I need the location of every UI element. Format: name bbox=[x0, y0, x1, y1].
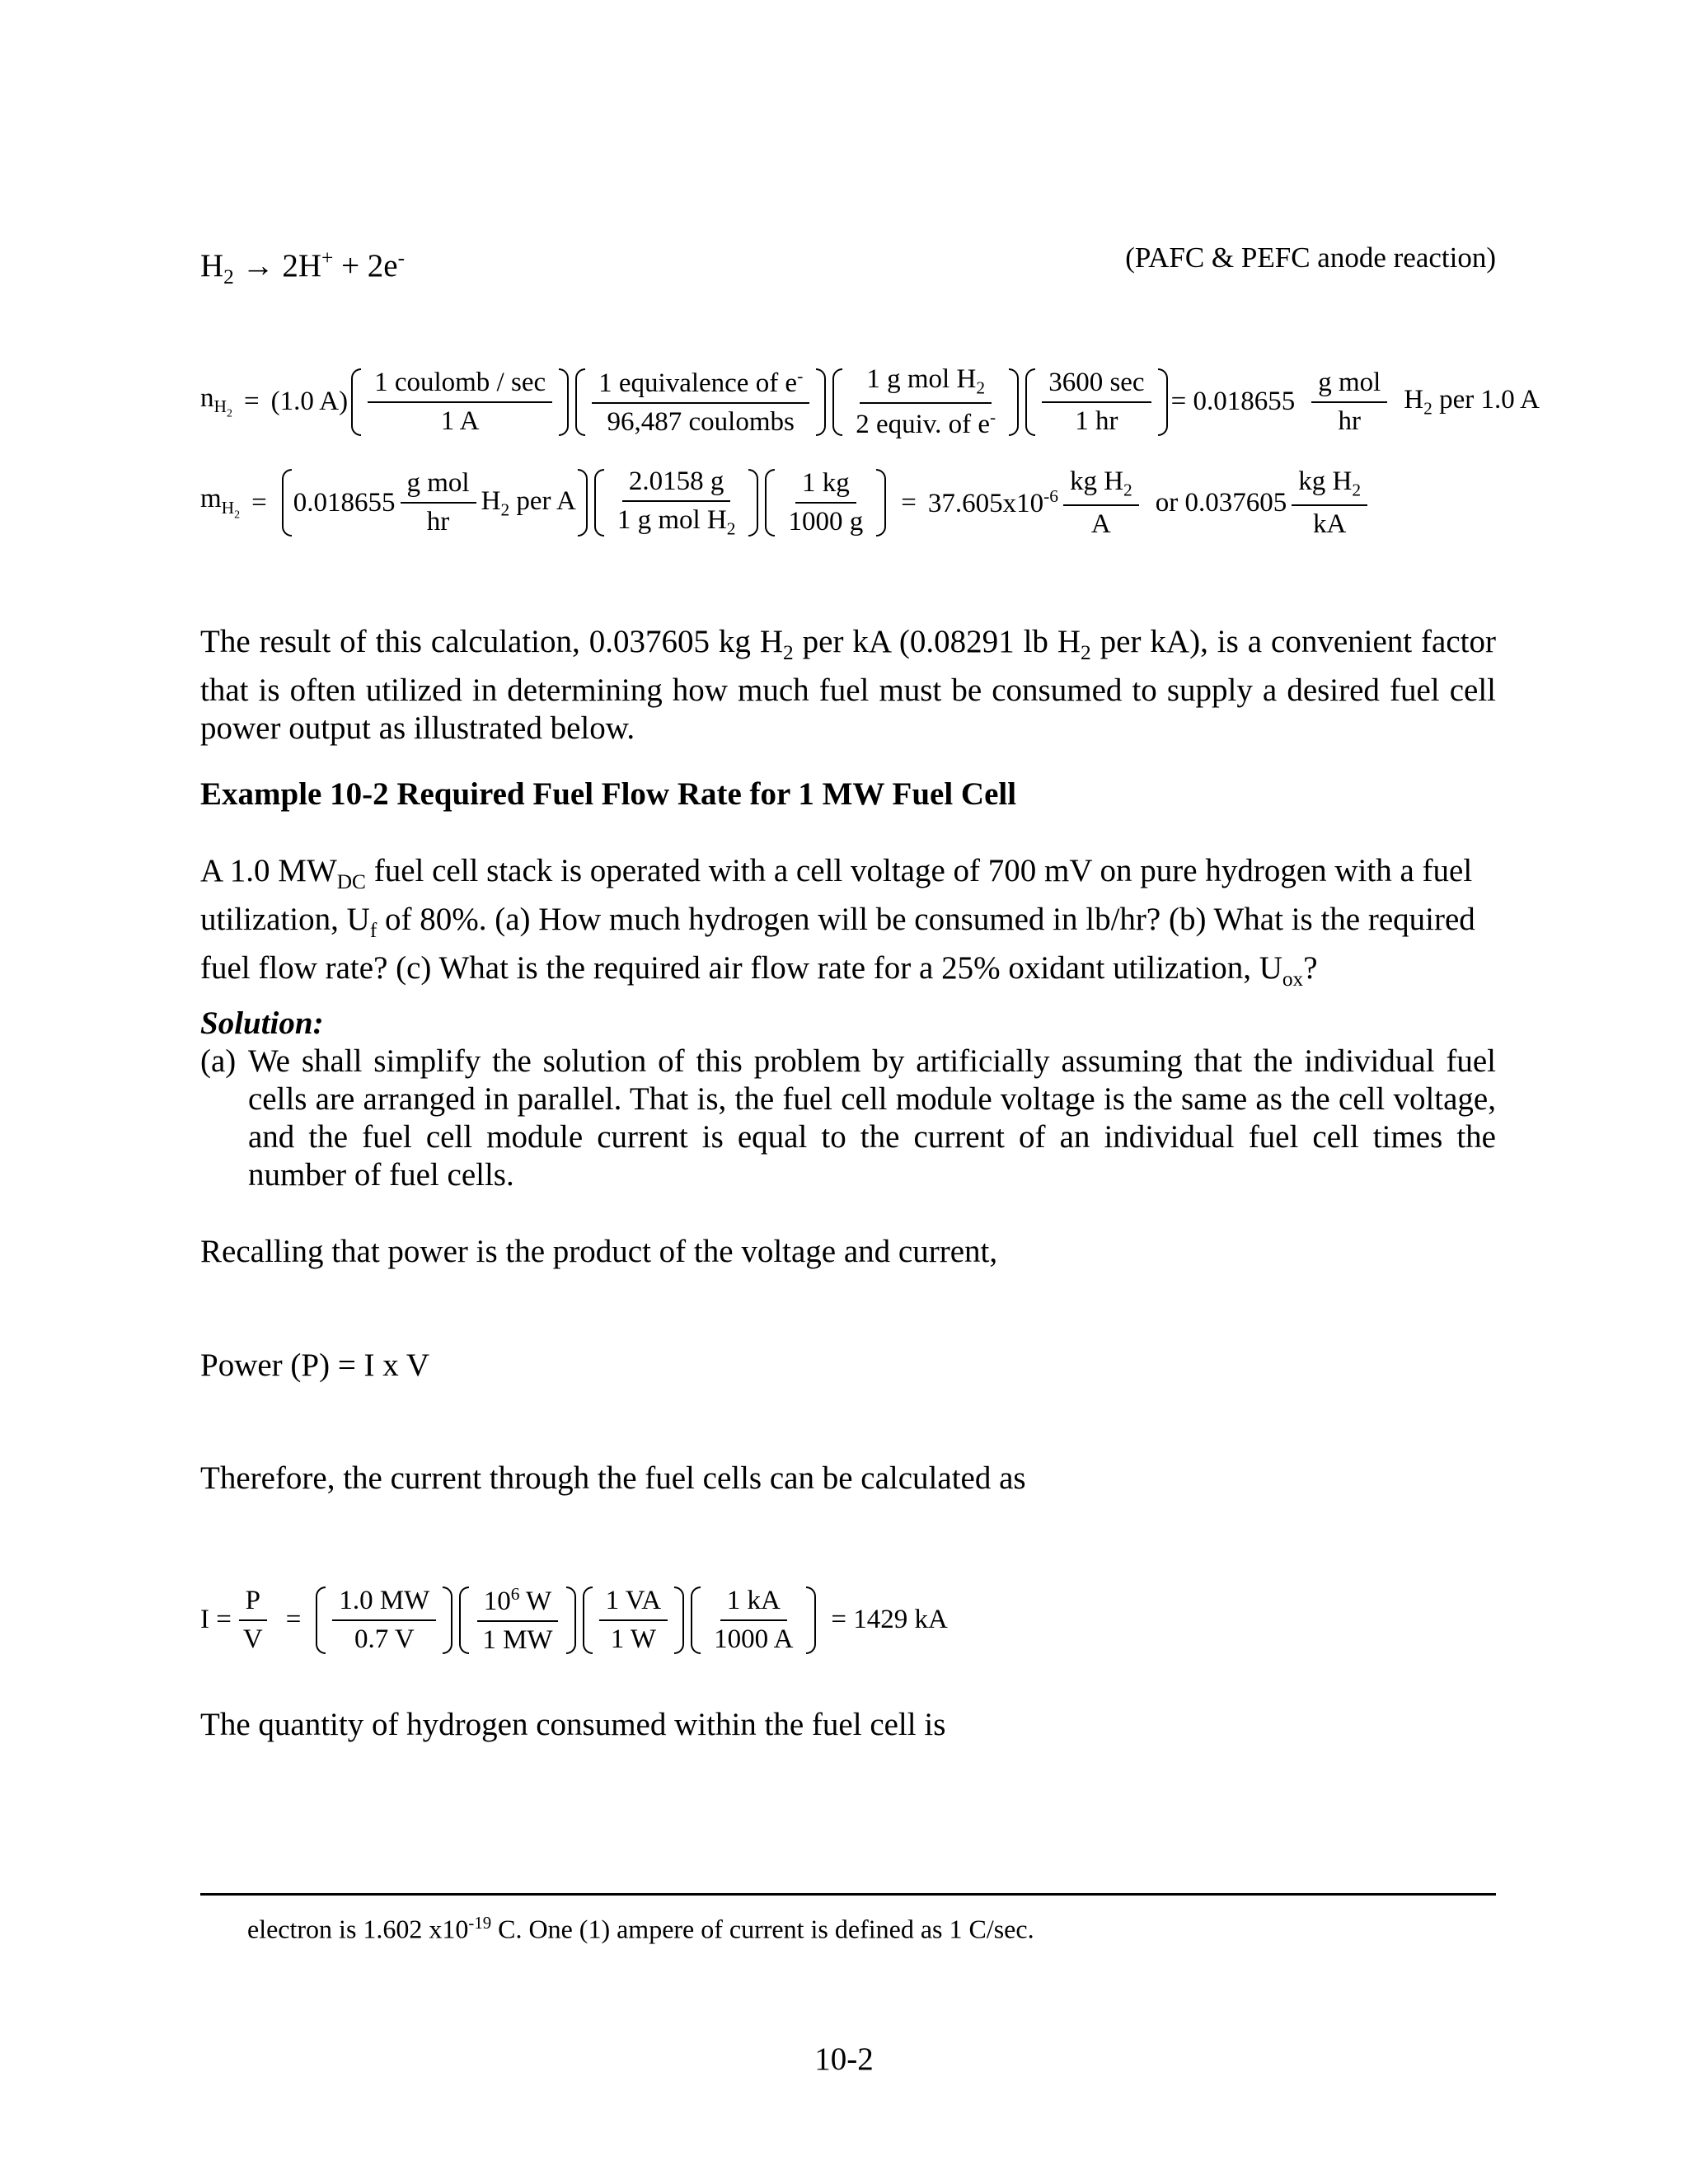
reaction-product: 2H bbox=[282, 248, 322, 284]
recall-text: Recalling that power is the product of the voltage and current, bbox=[200, 1234, 998, 1269]
reaction-arrow: → bbox=[241, 248, 274, 284]
current-equation bbox=[200, 1584, 948, 1656]
reaction-sub: 2 bbox=[223, 265, 234, 288]
n-lhs: $n_{H_2}$ bbox=[200, 382, 232, 420]
p-over-v: $\frac{P}{V}$ bbox=[237, 1586, 270, 1655]
anode-reaction-equation bbox=[200, 239, 405, 296]
therefore-text: Therefore, the current through the fuel cells can be calculated as bbox=[200, 1460, 1026, 1496]
solution-a-marker: (a) bbox=[200, 1043, 237, 1079]
reaction-label: (PAFC & PEFC anode reaction) bbox=[1125, 241, 1496, 274]
factor-watts: $\frac{10^6 W}{1 MW}$ bbox=[456, 1584, 579, 1656]
footnote: electron is 1.602 $x10^{-19}$ C. One (1) ampere of current is defined as 1 C/sec. bbox=[247, 1914, 1034, 1944]
factor-mw: $\frac{1.0 MW}{0.7 V}$ bbox=[312, 1586, 456, 1655]
equals: = bbox=[251, 487, 267, 518]
n-result: = 0.018655 bbox=[1170, 387, 1296, 417]
reaction-text: H bbox=[200, 248, 224, 284]
reaction-minus-sup: - bbox=[397, 246, 406, 269]
n-h2-equation bbox=[200, 364, 1540, 440]
n-unit: $\frac{\text{g mol}}{hr}$ bbox=[1311, 368, 1387, 437]
factor-coulomb: $\frac{\text{1 coulomb / sec}}{1 A}$ bbox=[348, 368, 572, 437]
equals: = bbox=[285, 1605, 302, 1634]
factor-va: $\frac{1 VA}{1 W}$ bbox=[579, 1586, 688, 1655]
factor-equivalence: $\frac{1 equivalence of e^-}{\text{96,487 coulombs}}$ bbox=[572, 366, 829, 438]
factor-kg: $\frac{1 kg}{1000 g}$ bbox=[762, 468, 889, 537]
solution-a-text: We shall simplify the solution of this problem by artificially assuming that the individual fuel cells are arranged in parallel. That is, the fuel cell module voltage is the same as the cell voltage, and the fuel cell module current is equal to the current of an individual fuel cell times the number of fuel cells. bbox=[248, 1043, 1496, 1193]
m-alt-result: or 0.037605 bbox=[1155, 487, 1287, 518]
factor-rate: 0.018655 $\frac{\text{g mol}}{hr}$ $H_2$ per A bbox=[279, 468, 591, 537]
m-alt-unit: $\frac{kg H_2}{kA}$ bbox=[1292, 466, 1367, 540]
factor-ka: $\frac{1 kA}{1000 A}$ bbox=[687, 1586, 819, 1655]
i-result: = 1429 kA bbox=[831, 1605, 948, 1634]
factor-seconds: $\frac{3600 \sec}{1 hr}$ bbox=[1022, 368, 1170, 437]
quantity-text: The quantity of hydrogen consumed within the fuel cell is bbox=[200, 1707, 946, 1742]
result-paragraph: The result of this calculation, 0.037605 kg $H_2$ per kA (0.08291 lb $H_2$ per kA), is a convenient factor that is often utilized in determining how much fuel must be consumed to supply a desired fuel cell power output as illustrated below. bbox=[200, 624, 1496, 746]
i-lhs: I = bbox=[200, 1605, 232, 1634]
equals: = bbox=[243, 387, 260, 417]
factor-gmol: $\frac{1 g mol H_2}{2 equiv. of e^-}$ bbox=[829, 364, 1022, 440]
example-heading: Example 10-2 Required Fuel Flow Rate for 1 MW Fuel Cell bbox=[200, 776, 1017, 812]
m-result-unit: $\frac{kg H_2}{A}$ bbox=[1063, 466, 1139, 540]
solution-heading: Solution: bbox=[200, 1005, 324, 1041]
reaction-rest: + 2e bbox=[341, 248, 398, 284]
current-value: (1.0 A) bbox=[270, 387, 349, 417]
m-h2-equation bbox=[200, 466, 1372, 540]
n-tail: $H_2$ per 1.0 A bbox=[1404, 385, 1540, 419]
factor-molar-mass: $\frac{2.0158 g}{1 g mol H_2}$ bbox=[591, 466, 762, 540]
m-lhs: $m_{H_2}$ bbox=[200, 484, 241, 522]
page-number: 10-2 bbox=[814, 2041, 874, 2077]
equals: = bbox=[901, 487, 917, 518]
example-statement: A 1.0 $MW_{DC}$ fuel cell stack is operated with a cell voltage of 700 mV on pure hydrogen with a fuel utilization, $U_f$ of 80%. (a) How much hydrogen will be consumed in lb/hr? (b) What is the required fuel flow rate? (c) What is the required air flow rate for a 25% oxidant utilization, $U_{ox}$? bbox=[200, 853, 1475, 991]
reaction-sup: + bbox=[321, 246, 334, 269]
power-equation: Power (P) = I x V bbox=[200, 1347, 430, 1383]
m-result: $37.605x10^{-6}$ bbox=[927, 486, 1058, 519]
footnote-rule bbox=[200, 1893, 1496, 1896]
